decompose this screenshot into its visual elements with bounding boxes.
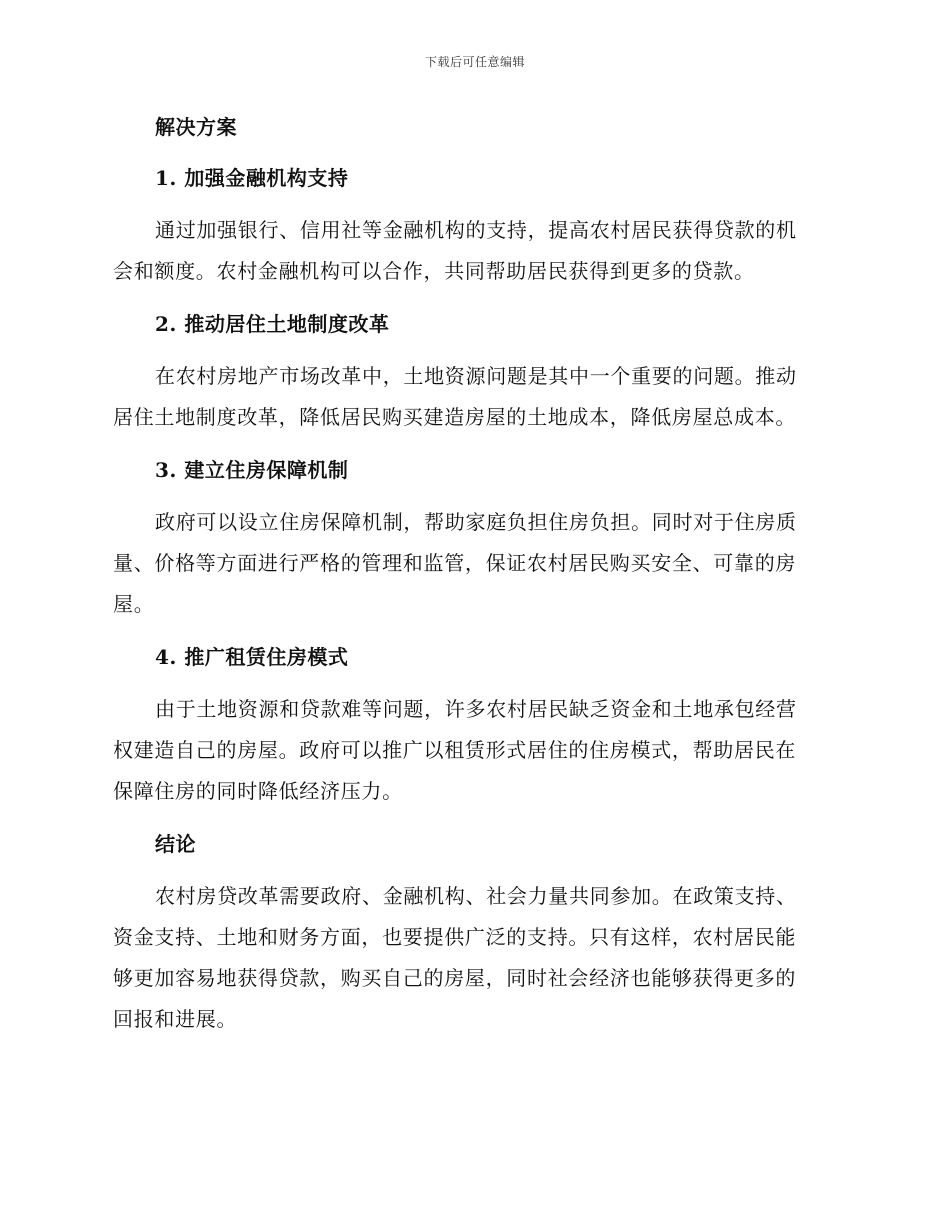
paragraph-line: 够更加容易地获得贷款，购买自己的房屋，同时社会经济也能够获得更多的 — [113, 966, 797, 990]
heading-section-4: 4. 推广租赁住房模式 — [155, 645, 349, 669]
paragraph-line: 通过加强银行、信用社等金融机构的支持，提高农村居民获得贷款的机 — [155, 218, 797, 242]
heading-section-3: 3. 建立住房保障机制 — [155, 458, 349, 482]
paragraph-line: 在农村房地产市场改革中，土地资源问题是其中一个重要的问题。推动 — [155, 364, 797, 388]
heading-solutions: 解决方案 — [155, 115, 237, 139]
paragraph-line: 居住土地制度改革，降低居民购买建造房屋的土地成本，降低房屋总成本。 — [113, 405, 797, 429]
paragraph-section-1 — [113, 210, 833, 292]
document-body — [113, 108, 833, 1053]
paragraph-line: 权建造自己的房屋。政府可以推广以租赁形式居住的住房模式，帮助居民在 — [113, 738, 797, 762]
paragraph-line: 回报和进展。 — [113, 1007, 238, 1031]
paragraph-line: 由于土地资源和贷款难等问题，许多农村居民缺乏资金和土地承包经营 — [155, 697, 797, 721]
paragraph-conclusion — [113, 876, 833, 1040]
paragraph-line: 资金支持、土地和财务方面，也要提供广泛的支持。只有这样，农村居民能 — [113, 925, 797, 949]
heading-conclusion: 结论 — [155, 832, 196, 856]
paragraph-line: 屋。 — [113, 592, 155, 616]
paragraph-section-4 — [113, 689, 833, 812]
heading-section-2: 2. 推动居住土地制度改革 — [155, 312, 390, 336]
paragraph-line: 保障住房的同时降低经济压力。 — [113, 779, 403, 803]
paragraph-section-2 — [113, 356, 833, 438]
paragraph-line: 农村房贷改革需要政府、金融机构、社会力量共同参加。在政策支持、 — [155, 884, 797, 908]
paragraph-line: 政府可以设立住房保障机制，帮助家庭负担住房负担。同时对于住房质 — [155, 510, 797, 534]
paragraph-line: 会和额度。农村金融机构可以合作，共同帮助居民获得到更多的贷款。 — [113, 259, 755, 283]
paragraph-line: 量、价格等方面进行严格的管理和监管，保证农村居民购买安全、可靠的房 — [113, 551, 797, 575]
paragraph-section-3 — [113, 502, 833, 625]
page-header: 下载后可任意编辑 — [424, 55, 525, 69]
heading-section-1: 1. 加强金融机构支持 — [155, 166, 349, 190]
